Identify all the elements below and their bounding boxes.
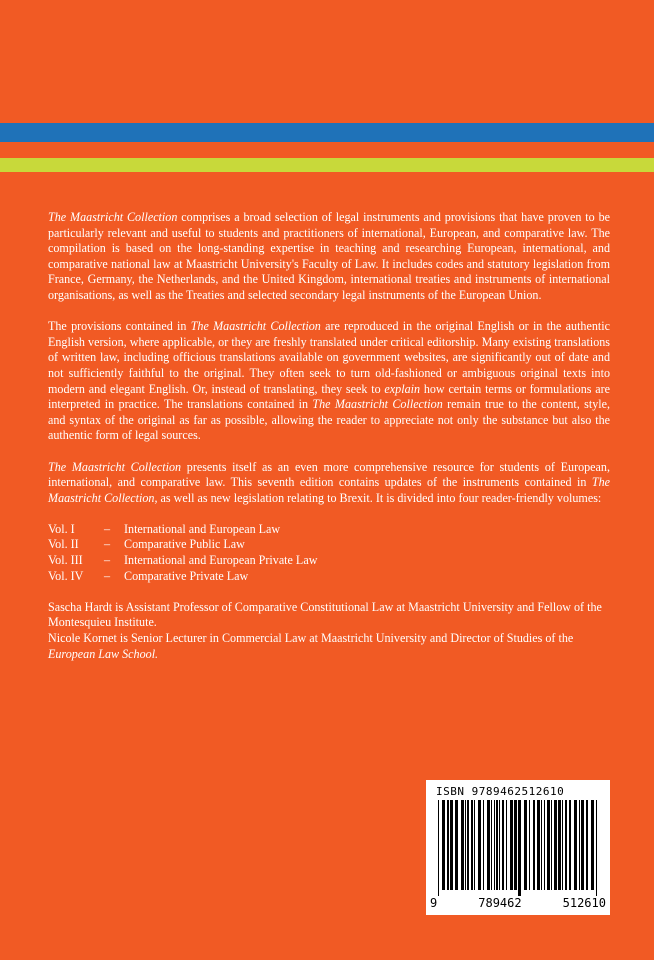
paragraph-text: remain true to the content, style, and syntax of the original as far as possible, allowing the reader to appreciate not only the substance but also the authentic form of legal sources.: [48, 397, 610, 443]
barcode-bar: [487, 800, 490, 890]
barcode-bar: [474, 800, 475, 890]
paragraph-text: are reproduced in the original English or in the authentic English version, where applicable, or they are freshly translated under critical editorship. Many existing translations of written law, including officious translations available on government websites, are significantly out of date and not sufficiently faithful to the original. They often seek to turn old-fashioned or ambiguous original texts into modern and elegant English. Or, instead of translating, they seek to: [48, 319, 610, 396]
barcode-bar: [562, 800, 563, 890]
barcode-bar: [510, 800, 513, 890]
isbn-label: ISBN 9789462512610: [436, 785, 565, 798]
volume-item: [48, 522, 610, 538]
paragraph-text: comprises a broad selection of legal instruments and provisions that have proven to be particularly relevant and useful to students and practitioners of international, European, and comparative law. The compilation is based on the long-standing expertise in teaching and researching European, international, and comparative national law at Maastricht University's Faculty of Law. It includes codes and statutory legislation from France, Germany, the Netherlands, and the United Kingdom, international treaties and instruments of international organisations, as well as the Treaties and selected secondary legal instruments of the European Union.: [48, 210, 610, 302]
barcode-bar: [551, 800, 552, 890]
isbn-barcode: [426, 780, 610, 915]
barcode-bar: [502, 800, 504, 890]
barcode-bars: [438, 800, 598, 896]
barcode-bar: [579, 800, 580, 890]
collection-title: The Maastricht Collection: [190, 319, 321, 334]
school-name: European Law School.: [48, 646, 159, 661]
barcode-bar: [455, 800, 458, 890]
volume-list: [48, 522, 610, 584]
volume-number: Vol. IV: [48, 568, 84, 583]
barcode-bar: [478, 800, 481, 890]
collection-title: The Maastricht Collection,: [48, 475, 610, 505]
barcode-digit-group: 512610: [562, 896, 606, 910]
volume-number: Vol. II: [48, 537, 79, 552]
barcode-bar: [541, 800, 542, 890]
barcode-bar: [483, 800, 484, 890]
volume-dash: –: [104, 553, 111, 568]
volume-title: International and European Law: [124, 521, 281, 536]
barcode-digit-group: 9: [430, 896, 438, 910]
barcode-bar: [591, 800, 594, 890]
volume-title: Comparative Private Law: [124, 568, 249, 583]
barcode-bar: [586, 800, 588, 890]
volume-number: Vol. III: [48, 553, 83, 568]
author-bio-hardt: Sascha Hardt is Assistant Professor of Comparative Constitutional Law at Maastricht University and Fellow of the Montesquieu Institute.: [48, 599, 602, 630]
collection-title: The Maastricht Collection: [48, 210, 178, 224]
paragraph-intro: [48, 210, 610, 304]
barcode-bar: [565, 800, 567, 890]
barcode-bar: [596, 800, 597, 896]
author-bios: [48, 600, 610, 662]
barcode-bar: [547, 800, 550, 890]
barcode-bar: [558, 800, 561, 890]
barcode-bar: [447, 800, 449, 890]
paragraph-text: presents itself as an even more comprehensive resource for students of European, international, and comparative law. This seventh edition contains updates of the instruments contained in: [48, 459, 610, 490]
barcode-bar: [438, 800, 439, 896]
barcode-bar: [544, 800, 545, 890]
collection-title: The Maastricht Collection: [48, 459, 182, 474]
volume-item: [48, 537, 610, 553]
volume-item: [48, 553, 610, 569]
barcode-bar: [514, 800, 517, 890]
green-stripe: [0, 158, 654, 172]
back-cover-text: [48, 210, 610, 662]
barcode-bar: [537, 800, 540, 890]
paragraph-text: The provisions contained in: [48, 319, 191, 334]
volume-dash: –: [104, 537, 111, 552]
barcode-bar: [442, 800, 445, 890]
paragraph-translations: [48, 319, 610, 444]
barcode-bar: [467, 800, 469, 890]
volume-number: Vol. I: [48, 521, 75, 536]
barcode-bar: [491, 800, 492, 890]
barcode-bar: [506, 800, 507, 890]
paragraph-text: as well as new legislation relating to Brexit. It is divided into four reader-friendly volumes:: [157, 490, 602, 505]
volume-title: International and European Private Law: [124, 553, 318, 568]
paragraph-edition: [48, 460, 610, 507]
barcode-bar: [574, 800, 577, 890]
barcode-bar: [524, 800, 527, 890]
author-bio-kornet: [48, 631, 610, 662]
barcode-bar: [581, 800, 584, 890]
barcode-bar: [496, 800, 498, 890]
volume-dash: –: [104, 521, 111, 536]
barcode-bar: [461, 800, 464, 890]
volume-dash: –: [104, 568, 111, 583]
barcode-bar: [465, 800, 466, 890]
paragraph-text: how certain terms or formulations are interpreted in practice. The translations contained in: [48, 381, 611, 412]
collection-title: The Maastricht Collection: [312, 397, 443, 412]
barcode-bar: [499, 800, 500, 890]
barcode-bar: [494, 800, 495, 890]
barcode-bar: [533, 800, 535, 890]
barcode-bar: [450, 800, 453, 890]
barcode-digit-group: 789462: [478, 896, 522, 910]
bio-text: Nicole Kornet is Senior Lecturer in Commercial Law at Maastricht University and Director of Studies of the: [48, 631, 574, 646]
emphasis: explain: [384, 381, 421, 396]
barcode-bar: [554, 800, 557, 890]
volume-item: [48, 569, 610, 585]
barcode-bar: [569, 800, 571, 890]
volume-title: Comparative Public Law: [124, 537, 245, 552]
barcode-bar: [518, 800, 521, 896]
barcode-bar: [471, 800, 473, 890]
blue-stripe: [0, 123, 654, 142]
barcode-bar: [529, 800, 530, 890]
barcode-digits: [430, 896, 606, 910]
